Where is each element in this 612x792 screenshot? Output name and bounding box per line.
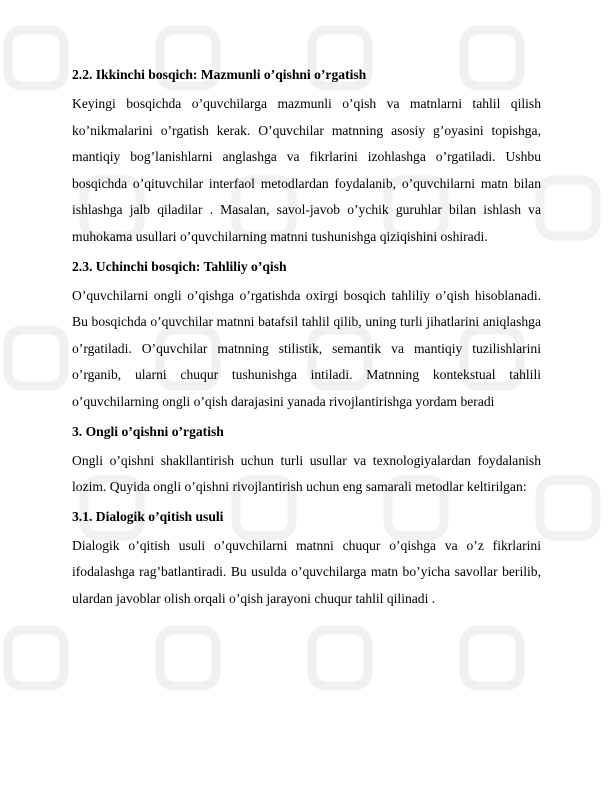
- section-heading-3: 3. Ongli o’qishni o’rgatish: [72, 423, 224, 439]
- document-page: [72, 62, 541, 616]
- section-paragraph-2-3: O’quvchilarni ongli o’qishga o’rgatishda oxirgi bosqich tahliliy o’qish hisoblanadi. Bu bosqichda o’quvchilar matnni batafsil tahlil qilib, uning turli jihatlarini aniqlashga o’rgatiladi. O’quvchilar matnning stilistik, semantik va mantiqiy tuzilishlarini o’rganib, ularni chuqur tushunishga intiladi. Matnning kontekstual tahlili o’quvchilarning ongli o’qish darajasini yanada rivojlantirishga yordam beradi: [72, 287, 541, 409]
- section-heading-3-1: 3.1. Dialogik o’qitish usuli: [72, 508, 224, 524]
- section-heading-2-3: 2.3. Uchinchi bosqich: Tahliliy o’qish: [72, 258, 287, 274]
- section-heading-2-2: 2.2. Ikkinchi bosqich: Mazmunli o’qishni o’rgatish: [72, 67, 367, 82]
- section-paragraph-2-2: Keyingi bosqichda o’quvchilarga mazmunli o’qish va matnlarni tahlil qilish ko’nikmalarini o’rgatish kerak. O’quvchilar matnning asosiy g’oyasini topishga, mantiqiy bog’lanishlarni anglashga va fikrlarini izohlashga o’rgatiladi. Ushbu bosqichda o’qituvchilar interfaol metodlardan foydalanib, o’quvchilarni matn bilan ishlashga jalb qiladilar . Masalan, savol-javob o’ychik guruhlar bilan ishlash va muhokama usullari o’quvchilarning matnni tushunishga qiziqishini oshiradi.: [72, 96, 541, 244]
- section-paragraph-3-1: Dialogik o’qitish usuli o’quvchilarni matnni chuqur o’qishga va o’z fikrlarini ifodalashga rag’batlantiradi. Bu usulda o’quvchilarga matn bo’yicha savollar berilib, ulardan javoblar olish orqali o’qish jarayoni chuqur tahlil qilinadi .: [72, 537, 541, 606]
- section-paragraph-3: Ongli o’qishni shakllantirish uchun turli usullar va texnologiyalardan foydalanish lozim. Quyida ongli o’qishni rivojlantirish uchun eng samarali metodlar keltirilgan:: [72, 452, 541, 495]
